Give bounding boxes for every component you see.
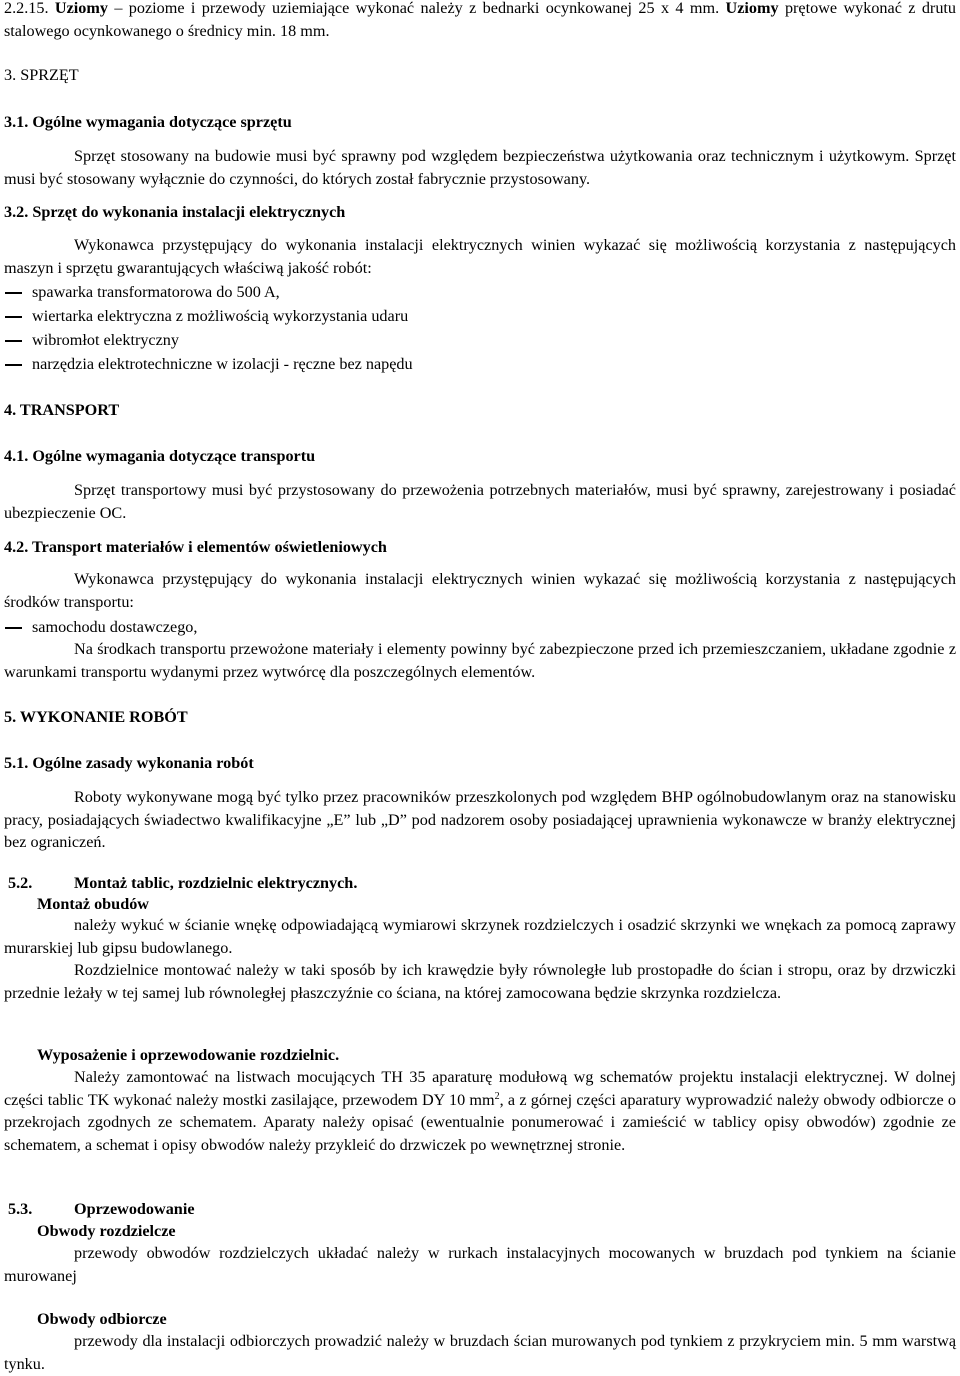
list-item: samochodu dostawczego,: [4, 616, 944, 639]
section-heading-4: 4. TRANSPORT: [4, 401, 120, 419]
sub-heading-montaz-obudow: Montaż obudów: [37, 895, 149, 913]
paragraph-5-2-b: Rozdzielnice montować należy w taki sposób by ich krawędzie były równoległe lub prostopadłe do ścian i stropu, oraz by drzwiczki przednie leżały w tej samej lub równoległej płaszczyźnie co ściana, na której zamocowana będzie skrzynka rozdzielcza.: [4, 961, 956, 1002]
paragraph-3-2: Wykonawca przystępujący do wykonania instalacji elektrycznych winien wykazać się możliwością korzystania z następujących maszyn i sprzętu gwarantujących właściwą jakość robót:: [4, 236, 956, 277]
paragraph-4-1: Sprzęt transportowy musi być przystosowany do przewożenia potrzebnych materiałów, musi być sprawny, zarejestrowany i posiadać ubezpieczenie OC.: [4, 481, 956, 522]
paragraph-2-2-15: [4, 0, 956, 42]
subsection-heading-3-1: 3.1. Ogólne wymagania dotyczące sprzętu: [4, 113, 292, 131]
bold-term: Uziomy: [725, 0, 779, 17]
paragraph-5-3-b: przewody dla instalacji odbiorczych prowadzić należy w bruzdach ścian murowanych pod tynkiem z przykryciem min. 5 mm warstwą tynku.: [4, 1332, 956, 1373]
paragraph-4-2-b: Na środkach transportu przewożone materiały i elementy powinny być zabezpieczone przed ich przemieszczaniem, układane zgodnie z warunkami transportu wydanymi przez wytwórcę dla poszczególnych elementów.: [4, 640, 956, 681]
section-heading-3: 3. SPRZĘT: [4, 66, 79, 84]
paragraph-3-1: Sprzęt stosowany na budowie musi być sprawny pod względem bezpieczeństwa użytkowania oraz technicznym i użytkowym. Sprzęt musi być stosowany wyłącznie do czynności, do których został fabrycznie przystosowany.: [4, 147, 956, 188]
paragraph-5-1: Roboty wykonywane mogą być tylko przez pracowników przeszkolonych pod względem BHP ogólnobudowlanym oraz na stanowisku pracy, posiadających świadectwo kwalifikacyjne „E” lub „D” pod nadzorem osoby posiadającej uprawnienia wykonawcze w branży elektrycznej bez ograniczeń.: [4, 788, 956, 851]
section-number: 5.3.: [8, 1200, 33, 1218]
section-title: Montaż tablic, rozdzielnic elektrycznych.: [74, 874, 358, 892]
section-heading-5: 5. WYKONANIE ROBÓT: [4, 708, 188, 726]
sub-heading-wyposazenie: Wyposażenie i oprzewodowanie rozdzielnic.: [37, 1046, 340, 1064]
subsection-heading-5-3: [8, 1198, 195, 1221]
section-title: Oprzewodowanie: [74, 1200, 195, 1218]
paragraph-5-2-a: należy wykuć w ścianie wnękę odpowiadającą wymiarowi skrzynek rozdzielczych i osadzić skrzynki we wnękach za pomocą zaprawy murarskiej lub gipsu budowlanego.: [4, 916, 956, 957]
paragraph-text: – poziome i przewody uziemiające wykonać należy z bednarki ocynkowanej 25 x 4 mm.: [107, 0, 720, 17]
superscript: 2: [494, 1090, 500, 1102]
list-item: spawarka transformatorowa do 500 A,: [4, 281, 944, 304]
paragraph-5-2-c: [4, 1066, 956, 1156]
paragraph-5-3-a: przewody obwodów rozdzielczych układać należy w rurkach instalacyjnych mocowanych w bruzdach pod tynkiem na ścianie murowanej: [4, 1244, 956, 1285]
list-item: narzędzia elektrotechniczne w izolacji - ręczne bez napędu: [4, 353, 944, 376]
subsection-heading-4-1: 4.1. Ogólne wymagania dotyczące transportu: [4, 447, 316, 465]
list-item: wibromłot elektryczny: [4, 329, 944, 352]
list-item: wiertarka elektryczna z możliwością wykorzystania udaru: [4, 305, 944, 328]
paragraph-4-2: Wykonawca przystępujący do wykonania instalacji elektrycznych winien wykazać się możliwością korzystania z następujących środków transportu:: [4, 570, 956, 611]
paragraph-text: prętowe wykonać z drutu stalowego ocynkowanego o średnicy min. 18 mm.: [4, 0, 957, 40]
section-number: 2.2.15.: [4, 0, 49, 17]
section-number: 5.2.: [8, 874, 33, 892]
subsection-heading-4-2: 4.2. Transport materiałów i elementów oświetleniowych: [4, 538, 387, 556]
paragraph-text: , a z górnej części aparatury wyprowadzić należy obwody odbiorcze o przekrojach zgodnych ze schematem. Aparaty należy opisać (ewentualnie ponumerować i zamieścić w tablicy opisy obwodów) zgodnie ze schematem, a schemat i opisy obwodów należy przykleić do drzwiczek po wewnętrznej stronie.: [4, 1090, 956, 1154]
sub-heading-obwody-odbiorcze: Obwody odbiorcze: [37, 1310, 167, 1328]
subsection-heading-3-2: 3.2. Sprzęt do wykonania instalacji elektrycznych: [4, 203, 346, 221]
bold-term: Uziomy: [54, 0, 108, 17]
paragraph-text: Należy zamontować na listwach mocujących TH 35 aparaturę modułową wg schematów projektu instalacji elektrycznej. W dolnej części tablic TK wykonać należy mostki zasilające, przewodem DY 10 mm: [4, 1068, 956, 1109]
subsection-heading-5-1: 5.1. Ogólne zasady wykonania robót: [4, 754, 254, 772]
subsection-heading-5-2: [8, 872, 357, 895]
sub-heading-obwody-rozdzielcze: Obwody rozdzielcze: [37, 1222, 176, 1240]
